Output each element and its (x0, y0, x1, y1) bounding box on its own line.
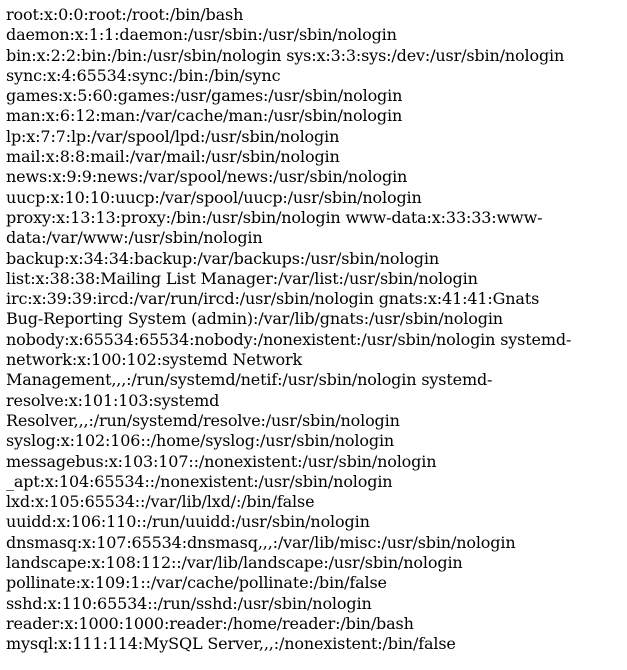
text-line: lp:x:7:7:lp:/var/spool/lpd:/usr/sbin/nologin (6, 126, 340, 146)
text-line: backup:x:34:34:backup:/var/backups:/usr/sbin/nologin (6, 248, 440, 268)
text-line: pollinate:x:109:1::/var/cache/pollinate:/bin/false (6, 573, 387, 593)
text-line: dnsmasq:x:107:65534:dnsmasq,,,:/var/lib/misc:/usr/sbin/nologin (6, 532, 516, 552)
text-line: reader:x:1000:1000:reader:/home/reader:/bin/bash (6, 613, 414, 633)
text-line: bin:x:2:2:bin:/bin:/usr/sbin/nologin sys:x:3:3:sys:/dev:/usr/sbin/nologin (6, 45, 565, 65)
text-line: games:x:5:60:games:/usr/games:/usr/sbin/nologin (6, 86, 403, 106)
passwd-file-text (6, 5, 627, 655)
text-line: mysql:x:111:114:MySQL Server,,,:/nonexistent:/bin/false (6, 634, 456, 654)
text-line: root:x:0:0:root:/root:/bin/bash (6, 5, 244, 24)
text-line: Management,,,:/run/systemd/netif:/usr/sbin/nologin systemd- (6, 370, 493, 390)
text-line: irc:x:39:39:ircd:/var/run/ircd:/usr/sbin/nologin gnats:x:41:41:Gnats (6, 289, 540, 309)
text-line: sync:x:4:65534:sync:/bin:/bin/sync (6, 65, 281, 85)
text-line: mail:x:8:8:mail:/var/mail:/usr/sbin/nologin (6, 147, 340, 167)
text-line: messagebus:x:103:107::/nonexistent:/usr/sbin/nologin (6, 451, 437, 471)
text-line: uucp:x:10:10:uucp:/var/spool/uucp:/usr/sbin/nologin (6, 187, 422, 207)
text-line: list:x:38:38:Mailing List Manager:/var/list:/usr/sbin/nologin (6, 268, 478, 288)
text-line: nobody:x:65534:65534:nobody:/nonexistent:/usr/sbin/nologin systemd- (6, 329, 572, 349)
text-line: data:/var/www:/usr/sbin/nologin (6, 228, 263, 248)
text-line: network:x:100:102:systemd Network (6, 350, 303, 370)
text-line: landscape:x:108:112::/var/lib/landscape:/usr/sbin/nologin (6, 553, 463, 573)
text-line: uuidd:x:106:110::/run/uuidd:/usr/sbin/nologin (6, 512, 370, 532)
text-line: _apt:x:104:65534::/nonexistent:/usr/sbin/nologin (6, 471, 393, 491)
text-line: Resolver,,,:/run/systemd/resolve:/usr/sbin/nologin (6, 410, 400, 430)
text-line: man:x:6:12:man:/var/cache/man:/usr/sbin/nologin (6, 106, 403, 126)
text-line: lxd:x:105:65534::/var/lib/lxd/:/bin/false (6, 492, 315, 512)
text-line: daemon:x:1:1:daemon:/usr/sbin:/usr/sbin/nologin (6, 25, 397, 45)
text-line: syslog:x:102:106::/home/syslog:/usr/sbin/nologin (6, 431, 395, 451)
text-line: resolve:x:101:103:systemd (6, 390, 220, 410)
text-line: sshd:x:110:65534::/run/sshd:/usr/sbin/nologin (6, 593, 372, 613)
text-line: news:x:9:9:news:/var/spool/news:/usr/sbin/nologin (6, 167, 408, 187)
text-line: Bug-Reporting System (admin):/var/lib/gnats:/usr/sbin/nologin (6, 309, 503, 329)
text-line: proxy:x:13:13:proxy:/bin:/usr/sbin/nologin www-data:x:33:33:www- (6, 207, 543, 227)
